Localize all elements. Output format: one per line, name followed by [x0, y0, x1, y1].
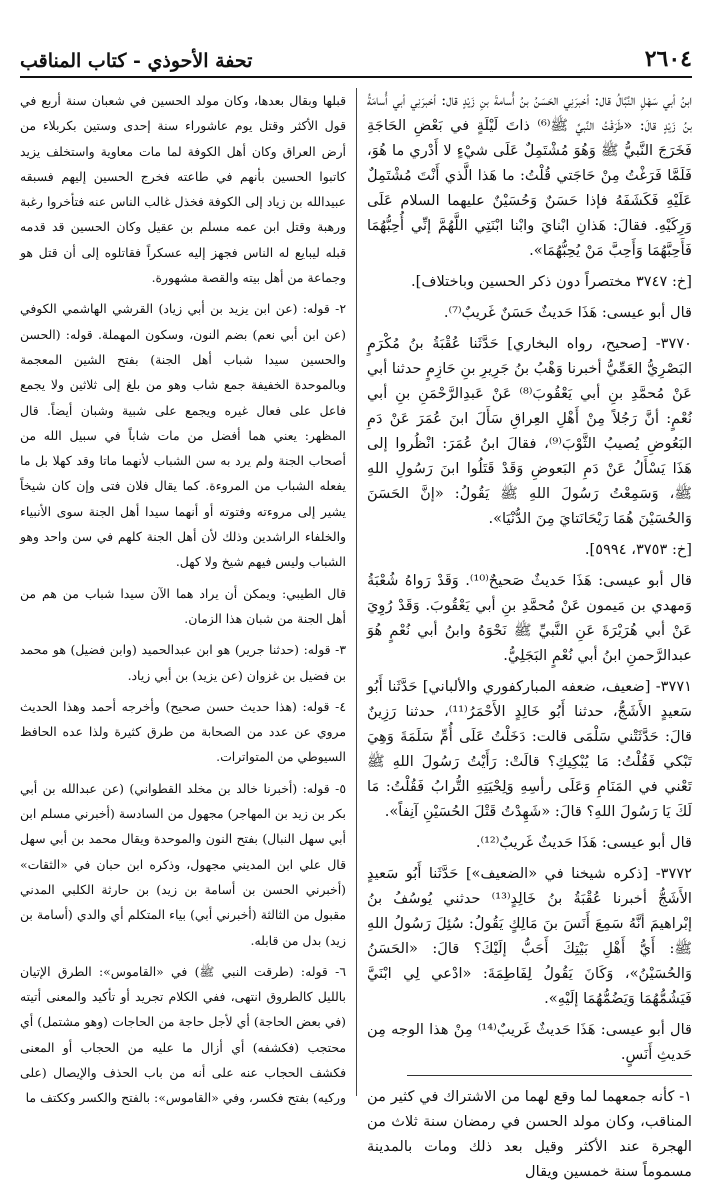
page-number: ٢٦٠٤ [644, 46, 692, 72]
running-title: تحفة الأحوذي - كتاب المناقب [20, 50, 253, 72]
commentary-column [20, 88, 356, 1106]
footnote: ١- كأنه جمعهما لما وقع لهما من الاشتراك في كثير من المناقب، وكان مولد الحسن في رمضان سنة ثلاث من الهجرة عند الأكثر وقيل بعد ذلك ومات بالمدينة مسموماً سنة خمسين ويقال [367, 1088, 692, 1180]
hadith-paragraph: ٣٧٧٠- [صحيح، رواه البخاري] حَدَّثَنا عُقْبَةُ بنُ مُكْرَمٍ البَصْرِيُّ العَمِّيُّ أخبرنا وَهْبُ بنُ جَرِيرِ بنِ حَازِمٍ حدثنا أبي عَنْ مُحمَّدِ بنِ أبي يَعْقُوبَ⁽⁸⁾ عَنْ عَبدِالرَّحْمَنِ بنِ أبي نُعْمٍ: أنَّ رَجُلاً مِنْ أَهْلِ العِراقِ سَأَلَ ابنَ عُمَرَ عَنْ دَمِ البَعُوضِ يُصيبُ الثَّوْبَ⁽⁹⁾، فقالَ ابنُ عُمَرَ: انْظُروا إلى هَذَا يَسْأَلُ عَنْ دَمِ البَعوضِ وَقَدْ قَتَلُوا ابنَ رَسُولِ اللهِ ﷺ، وَسَمِعْتُ رَسُولَ اللهِ ﷺ يَقُولُ: «إنَّ الحَسَنَ وَالحُسَيْنَ هُمَا رَيْحَانَتايَ مِنَ الدُّنْيَا». [367, 335, 692, 527]
commentary-paragraph: قال الطيبي: ويمكن أن يراد هما الآن سيدا شباب من هم من أهل الجنة من شبان هذا الزمان. [20, 585, 346, 626]
grading-line: قال أبو عيسى: هَذَا حَديثٌ غَريبٌ⁽¹²⁾. [475, 834, 692, 851]
main-text-column [356, 88, 693, 1180]
page-header [20, 40, 692, 78]
page-body [20, 88, 693, 1180]
commentary-paragraph: قبلها وبقال بعدها، وكان مولد الحسين في شعبان سنة أربع في قول الأكثر وقتل يوم عاشوراء سنة إحدى وستين بكربلاء من أرض العراق وكان أهل الكوفة لما مات معاوية واستخلف يزيد كاتبوا الحسين بأنهم في طاعته فخرج الحسين إليهم فسبقه عبيدالله بن زياد إلى الكوفة فخذل غالب الناس عنه فتأخروا رغبة ورهبة وقتل ابن عمه مسلم بن عقيل وكان الحسين قد قدمه قبله ليبايع له الناس فجهز إليه عسكراً فقاتلوه إلى أن قتل هو وجماعة من أهل بيته والقصة مشهورة. [20, 93, 346, 286]
takhrij-note: [خ: ٣٧٥٣، ٥٩٩٤]. [584, 541, 692, 558]
hadith-paragraph: ابنُ أبي سَهْلِ النَّبَّالُ قال: أخبرَنِي الحَسَنُ بنُ أُسامةَ بنِ زَيْدٍ قال: أخبرَنِي أبي أُسامَةُ بنُ زَيْدٍ قالَ: «طَرَقْتُ النَّبيَّ ﷺ⁽⁶⁾ ذاتَ لَيْلَةٍ في بَعْضِ الحَاجَةِ فَخَرَجَ النَّبيُّ ﷺ وَهُوَ مُشْتَمِلٌ عَلَى شيْءٍ لا أَدْري ما هُوَ، فَلَمَّا فَرَغْتُ مِنْ حَاجَتي قُلْتُ: ما هَذا الَّذي أَنْتَ مُشْتَمِلٌ عَلَيْهِ فَكَشَفَهُ فإذا حَسَنٌ وَحُسَيْنٌ عليهما السلام عَلَى وَرِكَيْهِ. فقالَ: هَذانِ ابْنايَ وابْنا ابْنَتِي اللَّهُمَّ إنِّي أُحِبُّهُمَا فَأَحِبَّهُمَا وَأَحِبَّ مَنْ يُحِبُّهُمَا». [367, 92, 692, 259]
footnote-separator [407, 1075, 692, 1076]
grading-line: قال أبو عيسى: هَذَا حَديثٌ صَحيحٌ⁽¹⁰⁾. وَقَدْ رَواهُ شُعْبَةُ وَمهدي بن مَيمون عَنْ مُحمَّدِ بنِ أبي يَعْقُوبَ. وَقَدْ رُوِيَ عَنْ أبي هُرَيْرَةَ عَنِ النَّبيِّ ﷺ نَحْوَهُ وابنُ أبي نُعْمٍ هُوَ عبدالرَّحمنِ ابنُ أبي نُعْمٍ البَجَلِيُّ. [367, 572, 692, 664]
grading-line: قال أبو عيسى: هَذَا حَديثٌ غَريبٌ⁽¹⁴⁾ مِنْ هذا الوجه مِن حَديثِ أَنَسٍ. [367, 1021, 693, 1063]
commentary-paragraph: ٥- قوله: (أخبرنا خالد بن مخلد القطواني) (عن عبدالله بن أبي بكر بن زيد بن المهاجر) مجهول من السادسة (أخبرني مسلم ابن أبي سهل النبال) بفتح النون والموحدة ويقال محمد بن أبي سهل قال علي ابن المديني مجهول، وذكره ابن حبان في «الثقات» (أخبرني الحسن بن أسامة بن زيد) بن حارثة الكلبي المدني مقبول من الثالثة (أخبرني أبي) بياء المتكلم أي والدي (أسامة بن زيد) بدل من قابله. [20, 780, 346, 948]
commentary-paragraph: ٣- قوله: (حدثنا جرير) هو ابن عبدالحميد (وابن فضيل) هو محمد بن فضيل بن غزوان (عن يزيد) بن أبي زياد. [20, 642, 346, 683]
commentary-paragraph: ٢- قوله: (عن ابن يزيد بن أبي زياد) القرشي الهاشمي الكوفي (عن ابن أبي نعم) بضم النون، وسكون المهملة. قوله: (الحسن والحسين سيدا شباب أهل الجنة) بفتح الشين المعجمة وبالموحدة الخفيفة جمع شاب وهو من بلغ إلى ثلاثين ولا يجمع فاعل على فعال غيره ويجمع على شبية وشبان أيضاً. قال المظهر: يعني هما أفضل من مات شاباً في سبيل الله من أصحاب الجنة ولم يرد به سن الشباب لأنهما ماتا وقد كهلا بل ما يفعله الشباب من المروءة. كما يقال فلان فتى وإن كان شيخاً يشير إلى مروءته وفتوته أو أنهما سيدا أهل الجنة سوى الأنبياء والخلفاء الراشدين وذلك لأن أهل الجنة كلهم في سن واحد وهو الشباب وليس فيهم شيخ ولا كهل. [20, 301, 346, 570]
commentary-paragraph: ٦- قوله: (طرقت النبي ﷺ) في «القاموس»: الطرق الإتيان بالليل كالطروق انتهى، ففي الكلام تجريد أو تأكيد والمعنى أتيته (في بعض الحاجة) أي لأجل حاجة من الحاجات (وهو مشتمل) أي محتجب (فكشفه) أي أزال ما عليه من الحجاب أو المعنى فكشف الحجاب عنه على أنه من باب الحذف والإيصال (على وركيه) بفتح فكسر، وفي «القاموس»: بالفتح والكسر وككتف ما [20, 963, 346, 1106]
hadith-paragraph: ٣٧٧٢- [ذكره شيخنا في «الضعيف»] حَدَّثَنا أَبُو سَعيدٍ الأَشَجُّ أخبرنا عُقْبَةُ بنُ خَالِدٍ⁽¹³⁾ حدثني يُوسُفُ بنُ إبْراهيمَ أنَّهُ سَمِعَ أَنَسَ بنَ مَالِكٍ يَقُولُ: سُئِلَ رَسُولُ اللهِ ﷺ: أَيُّ أَهْلِ بَيْتِكَ أَحَبُّ إلَيْكَ؟ قالَ: «الحَسَنُ وَالحُسَيْنُ»، وَكَانَ يَقُولُ لِفَاطِمَةَ: «ادْعي لِي ابْنَيَّ فَيَشُمُّهُمَا وَيَضُمُّهُمَا إلَيْهِ». [367, 865, 692, 1007]
takhrij-note: [خ: ٣٧٤٧ مختصراً دون ذكر الحسين وباختلاف]. [411, 273, 692, 290]
commentary-paragraph: ٤- قوله: (هذا حديث حسن صحيح) وأخرجه أحمد وهذا الحديث مروي عن عدد من الصحابة من طرق كثيرة ولذا عده الحافظ السيوطي من المتواترات. [20, 698, 346, 765]
grading-line: قال أبو عيسى: هَذَا حَديثٌ حَسَنٌ غَريبٌ⁽⁷⁾. [443, 304, 692, 321]
hadith-paragraph: ٣٧٧١- [ضعيف، ضعفه المباركفوري والألباني] حَدَّثَنا أَبُو سَعيدٍ الأَشَجُّ، حدثنا أَبُو خَالِدٍ الأَحْمَرُ⁽¹¹⁾، حدثنا رَزِينٌ قالَ: حَدَّثَتْني سَلْمَى قالت: دَخَلْتُ عَلَى أُمِّ سَلَمَةَ وَهِيَ تَبْكي فَقُلْتُ: مَا يُبْكِيكِ؟ قالَتْ: رَأَيْتُ رَسُولَ اللهِ ﷺ تَعْني في المَنَامِ وَعَلَى رأسِهِ وَلِحْيَتِهِ التُّرابُ فَقُلْتُ: مَا لَكَ يَا رَسُولَ اللهِ؟ قالَ: «شَهِدْتُ قَتْلَ الحُسَيْنِ آنِفاً». [367, 678, 692, 820]
